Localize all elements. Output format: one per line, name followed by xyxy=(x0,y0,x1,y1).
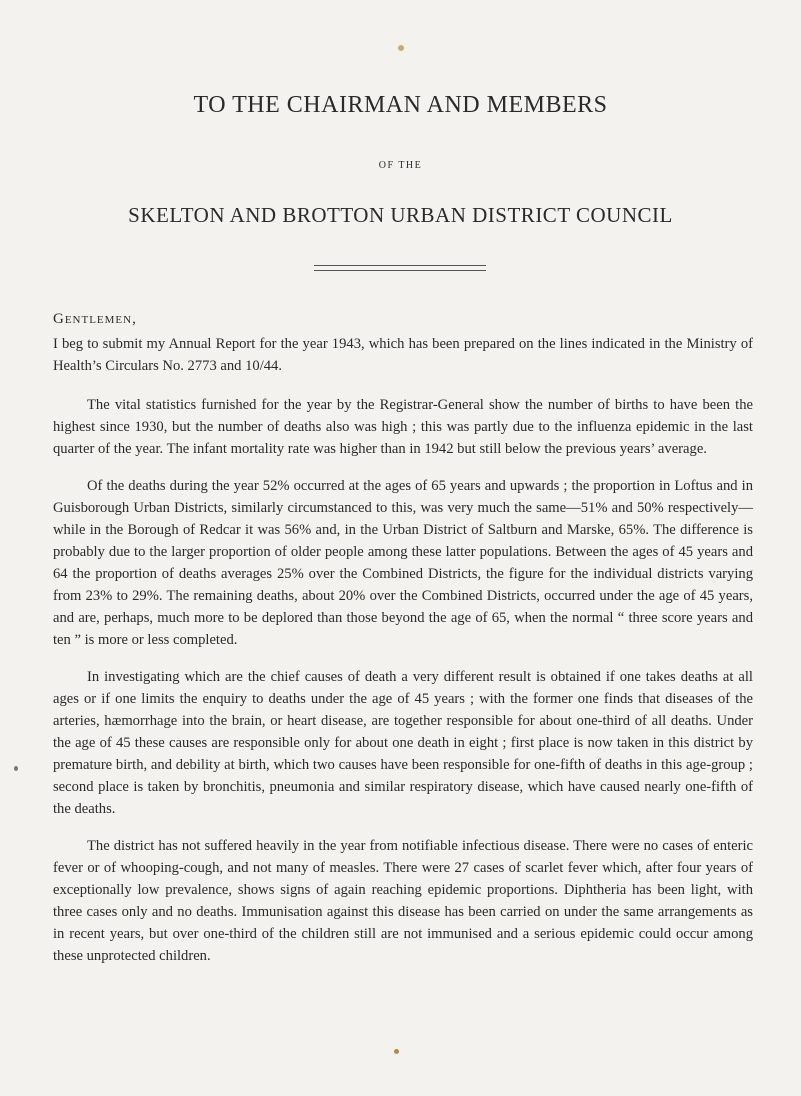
heading-addressee: TO THE CHAIRMAN AND MEMBERS xyxy=(193,92,608,118)
paragraph-1: I beg to submit my Annual Report for the year 1943, which has been prepared on the lines indicated in the Ministry of Health’s Circulars No. 2773 and 10/44. xyxy=(53,336,753,374)
scan-speck xyxy=(14,766,18,771)
heading-council-name: SKELTON AND BROTTON URBAN DISTRICT COUNCIL xyxy=(128,203,673,227)
paragraph-2: The vital statistics furnished for the year by the Registrar-General show the number of births to have been the highest since 1930, but the number of deaths also was high ; this was partly due to the influenza epidemic in the last quarter of the year. The infant mortality rate was higher than in 1942 but still below the previous years’ average. xyxy=(53,397,753,457)
double-rule-divider xyxy=(314,265,486,271)
report-body xyxy=(53,333,753,982)
scan-speck xyxy=(398,45,404,51)
heading-of-the: OF THE xyxy=(378,160,423,171)
salutation: Gentlemen, xyxy=(53,311,137,327)
paragraph-3: Of the deaths during the year 52% occurred at the ages of 65 years and upwards ; the proportion in Loftus and in Guisborough Urban Districts, similarly circumstanced to this, was very much the same—51% and 50% respectively—while in the Borough of Redcar it was 56% and, in the Urban District of Saltburn and Marske, 65%. The difference is probably due to the larger proportion of older people among these latter populations. Between the ages of 45 years and 64 the proportion of deaths averages 25% over the Combined Districts, the figure for the individual districts varying from 23% to 29%. The remaining deaths, about 20% over the Combined Districts, occurred under the age of 45 years, and are, perhaps, much more to be deplored than those beyond the age of 65, when the normal “ three score years and ten ” is more or less completed. xyxy=(53,478,753,648)
paragraph-4: In investigating which are the chief causes of death a very different result is obtained if one takes deaths at all ages or if one limits the enquiry to deaths under the age of 45 years ; with the former one finds that diseases of the arteries, hæmorrhage into the brain, or heart disease, are together responsible for about one-third of all deaths. Under the age of 45 these causes are responsible only for about one death in eight ; first place is now taken in this district by premature birth, and debility at birth, which two causes have been responsible for one-fifth of deaths in this age-group ; second place is taken by bronchitis, pneumonia and similar respiratory disease, which have caused nearly one-fifth of the deaths. xyxy=(53,669,753,817)
scan-speck xyxy=(394,1049,399,1054)
paragraph-5: The district has not suffered heavily in the year from notifiable infectious disease. There were no cases of enteric fever or of whooping-cough, and not many of measles. There were 27 cases of scarlet fever which, after four years of exceptionally low prevalence, shows signs of again reaching epidemic proportions. Diphtheria has been light, with three cases only and no deaths. Immunisation against this disease has been carried on under the same arrangements as in recent years, but over one-third of the children still are not immunised and a serious epidemic could occur among these unprotected children. xyxy=(53,838,753,964)
